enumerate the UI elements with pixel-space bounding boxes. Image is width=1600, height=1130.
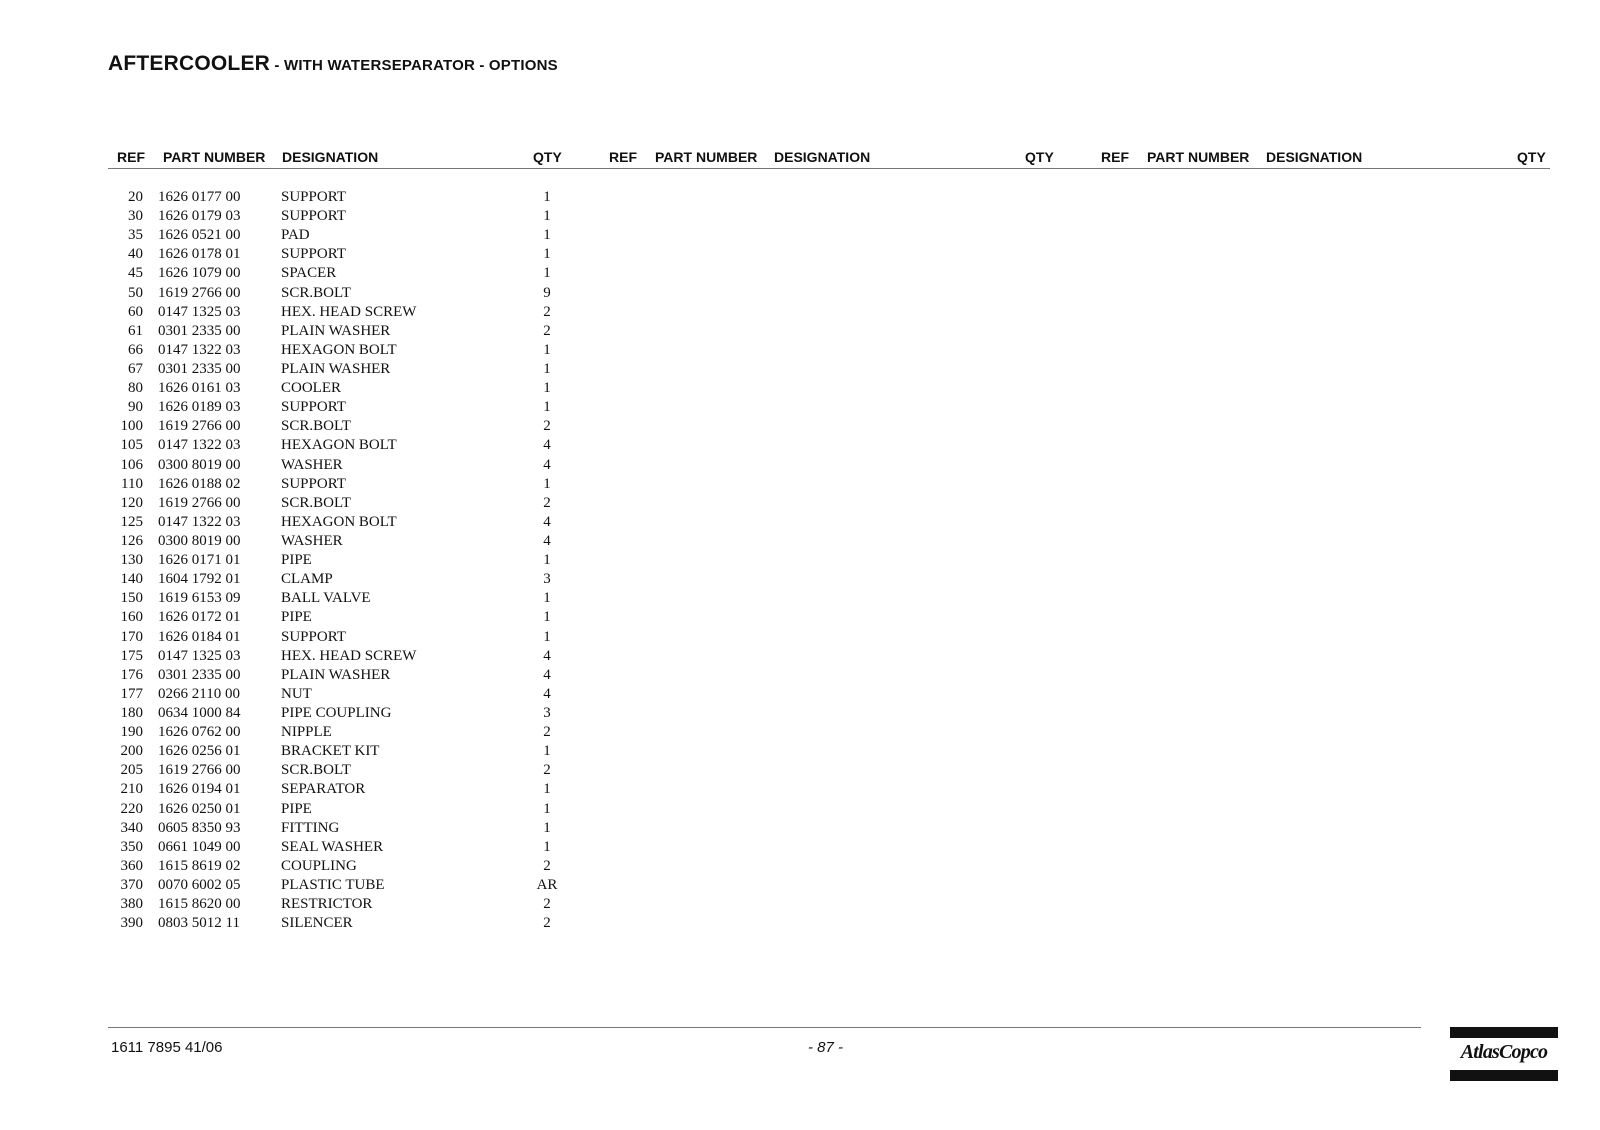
table-row (0, 571, 620, 590)
part-number-cell: 1626 1079 00 (158, 265, 241, 282)
designation-cell: PLAIN WASHER (281, 360, 391, 377)
logo-bar-top (1450, 1027, 1558, 1038)
table-row (0, 705, 620, 724)
table-row (0, 686, 620, 705)
qty-cell: 4 (543, 513, 551, 530)
designation-cell: SUPPORT (281, 208, 346, 225)
table-row (0, 743, 620, 762)
designation-cell: RESTRICTOR (281, 896, 373, 913)
designation-cell: PLAIN WASHER (281, 322, 391, 339)
part-number-cell: 1626 0179 03 (158, 208, 241, 225)
part-number-cell: 1619 2766 00 (158, 494, 241, 511)
table-row (0, 552, 620, 571)
qty-cell: 9 (543, 284, 551, 301)
table-row (0, 495, 620, 514)
ref-cell: 60 (128, 303, 143, 320)
qty-cell: 4 (543, 532, 551, 549)
qty-cell: 3 (543, 571, 551, 588)
qty-cell: 1 (543, 475, 551, 492)
designation-cell: PAD (281, 227, 310, 244)
qty-cell: 4 (543, 685, 551, 702)
part-number-cell: 1615 8620 00 (158, 896, 241, 913)
table-row (0, 342, 620, 361)
ref-cell: 40 (128, 246, 143, 263)
atlas-copco-logo (1450, 1027, 1558, 1081)
ref-cell: 66 (128, 341, 143, 358)
part-number-cell: 0661 1049 00 (158, 838, 241, 855)
qty-cell: 2 (543, 494, 551, 511)
ref-cell: 45 (128, 265, 143, 282)
qty-cell: 2 (543, 915, 551, 932)
part-number-cell: 1615 8619 02 (158, 857, 241, 874)
qty-cell: 2 (543, 857, 551, 874)
qty-cell: 1 (543, 781, 551, 798)
designation-cell: SCR.BOLT (281, 284, 351, 301)
designation-cell: PIPE (281, 552, 312, 569)
ref-cell: 180 (120, 704, 143, 721)
designation-cell: BALL VALVE (281, 590, 371, 607)
table-row (0, 514, 620, 533)
part-number-cell: 1626 0256 01 (158, 743, 241, 760)
table-row (0, 246, 620, 265)
parts-table-body (0, 189, 620, 934)
ref-cell: 61 (128, 322, 143, 339)
part-number-cell: 1619 2766 00 (158, 418, 241, 435)
qty-cell: 4 (543, 647, 551, 664)
ref-cell: 90 (128, 399, 143, 416)
qty-cell: 4 (543, 437, 551, 454)
qty-cell: 1 (543, 628, 551, 645)
part-number-cell: 0300 8019 00 (158, 456, 241, 473)
qty-cell: 1 (543, 227, 551, 244)
ref-cell: 125 (120, 513, 143, 530)
qty-cell: 2 (543, 303, 551, 320)
ref-cell: 176 (120, 666, 143, 683)
ref-cell: 130 (120, 552, 143, 569)
col-header-qty: QTY (533, 149, 562, 165)
qty-cell: 4 (543, 456, 551, 473)
table-row (0, 265, 620, 284)
designation-cell: HEXAGON BOLT (281, 341, 397, 358)
qty-cell: 2 (543, 762, 551, 779)
table-row (0, 877, 620, 896)
part-number-cell: 1619 6153 09 (158, 590, 241, 607)
col-header-designation: DESIGNATION (774, 149, 871, 165)
table-row (0, 801, 620, 820)
qty-cell: 1 (543, 590, 551, 607)
part-number-cell: 1619 2766 00 (158, 284, 241, 301)
table-row (0, 915, 620, 934)
qty-cell: 2 (543, 322, 551, 339)
qty-cell: 1 (543, 819, 551, 836)
part-number-cell: 0300 8019 00 (158, 532, 241, 549)
part-number-cell: 0634 1000 84 (158, 704, 241, 721)
designation-cell: HEX. HEAD SCREW (281, 647, 417, 664)
table-row (0, 590, 620, 609)
table-row (0, 437, 620, 456)
table-row (0, 839, 620, 858)
designation-cell: SUPPORT (281, 475, 346, 492)
ref-cell: 350 (120, 838, 143, 855)
qty-cell: 1 (543, 609, 551, 626)
part-number-cell: 1626 0194 01 (158, 781, 241, 798)
ref-cell: 390 (120, 915, 143, 932)
table-row (0, 896, 620, 915)
part-number-cell: 1604 1792 01 (158, 571, 241, 588)
part-number-cell: 0147 1322 03 (158, 513, 241, 530)
part-number-cell: 0147 1325 03 (158, 647, 241, 664)
table-row (0, 724, 620, 743)
ref-cell: 126 (120, 532, 143, 549)
qty-cell: AR (536, 876, 558, 893)
designation-cell: SUPPORT (281, 628, 346, 645)
table-row (0, 227, 620, 246)
part-number-cell: 1619 2766 00 (158, 762, 241, 779)
table-row (0, 629, 620, 648)
table-row (0, 304, 620, 323)
designation-cell: PLASTIC TUBE (281, 876, 385, 893)
designation-cell: NIPPLE (281, 724, 332, 741)
ref-cell: 210 (120, 781, 143, 798)
table-row (0, 858, 620, 877)
ref-cell: 360 (120, 857, 143, 874)
designation-cell: HEXAGON BOLT (281, 437, 397, 454)
qty-cell: 1 (543, 208, 551, 225)
ref-cell: 67 (128, 360, 143, 377)
col-header-ref: REF (1101, 149, 1129, 165)
designation-cell: HEX. HEAD SCREW (281, 303, 417, 320)
title-main: AFTERCOOLER (108, 52, 271, 75)
table-row (0, 762, 620, 781)
ref-cell: 150 (120, 590, 143, 607)
part-number-cell: 0605 8350 93 (158, 819, 241, 836)
col-header-part-number: PART NUMBER (1147, 149, 1250, 165)
designation-cell: SEPARATOR (281, 781, 366, 798)
designation-cell: SUPPORT (281, 399, 346, 416)
qty-cell: 2 (543, 724, 551, 741)
designation-cell: SCR.BOLT (281, 418, 351, 435)
table-row (0, 648, 620, 667)
table-row (0, 380, 620, 399)
table-row (0, 533, 620, 552)
footer-divider (108, 1027, 1421, 1028)
part-number-cell: 1626 0178 01 (158, 246, 241, 263)
qty-cell: 4 (543, 666, 551, 683)
logo-wordmark: AtlasCopco (1460, 1041, 1548, 1063)
header-divider (108, 168, 1550, 169)
table-row (0, 285, 620, 304)
table-row (0, 189, 620, 208)
qty-cell: 1 (543, 341, 551, 358)
qty-cell: 1 (543, 838, 551, 855)
qty-cell: 1 (543, 265, 551, 282)
part-number-cell: 0301 2335 00 (158, 360, 241, 377)
qty-cell: 1 (543, 189, 551, 205)
table-row (0, 323, 620, 342)
part-number-cell: 0301 2335 00 (158, 666, 241, 683)
ref-cell: 190 (120, 724, 143, 741)
table-row (0, 208, 620, 227)
ref-cell: 106 (120, 456, 143, 473)
ref-cell: 50 (128, 284, 143, 301)
table-row (0, 399, 620, 418)
col-header-part-number: PART NUMBER (655, 149, 758, 165)
ref-cell: 35 (128, 227, 143, 244)
col-header-designation: DESIGNATION (282, 149, 379, 165)
designation-cell: BRACKET KIT (281, 743, 380, 760)
ref-cell: 20 (128, 189, 143, 205)
part-number-cell: 0803 5012 11 (158, 915, 240, 932)
part-number-cell: 0266 2110 00 (158, 685, 240, 702)
document-number: 1611 7895 41/06 (111, 1039, 223, 1056)
ref-cell: 205 (120, 762, 143, 779)
designation-cell: SUPPORT (281, 246, 346, 263)
part-number-cell: 0147 1322 03 (158, 437, 241, 454)
part-number-cell: 1626 0184 01 (158, 628, 241, 645)
part-number-cell: 1626 0188 02 (158, 475, 241, 492)
qty-cell: 1 (543, 246, 551, 263)
ref-cell: 140 (120, 571, 143, 588)
part-number-cell: 0070 6002 05 (158, 876, 241, 893)
logo-bar-bottom (1450, 1070, 1558, 1081)
part-number-cell: 1626 0172 01 (158, 609, 241, 626)
part-number-cell: 1626 0161 03 (158, 380, 241, 397)
designation-cell: COOLER (281, 380, 341, 397)
designation-cell: PIPE (281, 609, 312, 626)
part-number-cell: 1626 0250 01 (158, 800, 241, 817)
designation-cell: SEAL WASHER (281, 838, 384, 855)
table-row (0, 457, 620, 476)
designation-cell: WASHER (281, 532, 343, 549)
part-number-cell: 1626 0762 00 (158, 724, 241, 741)
ref-cell: 120 (120, 494, 143, 511)
table-row (0, 820, 620, 839)
ref-cell: 220 (120, 800, 143, 817)
ref-cell: 380 (120, 896, 143, 913)
ref-cell: 175 (120, 647, 143, 664)
part-number-cell: 1626 0189 03 (158, 399, 241, 416)
table-row (0, 418, 620, 437)
table-row (0, 781, 620, 800)
col-header-qty: QTY (1517, 149, 1546, 165)
part-number-cell: 1626 0521 00 (158, 227, 241, 244)
table-row (0, 667, 620, 686)
part-number-cell: 1626 0177 00 (158, 189, 241, 205)
ref-cell: 100 (120, 418, 143, 435)
qty-cell: 1 (543, 380, 551, 397)
ref-cell: 340 (120, 819, 143, 836)
qty-cell: 1 (543, 552, 551, 569)
qty-cell: 1 (543, 800, 551, 817)
designation-cell: SCR.BOLT (281, 494, 351, 511)
ref-cell: 105 (120, 437, 143, 454)
designation-cell: CLAMP (281, 571, 333, 588)
designation-cell: HEXAGON BOLT (281, 513, 397, 530)
ref-cell: 110 (121, 475, 143, 492)
qty-cell: 1 (543, 399, 551, 416)
col-header-ref: REF (117, 149, 145, 165)
table-row (0, 361, 620, 380)
part-number-cell: 0147 1322 03 (158, 341, 241, 358)
qty-cell: 2 (543, 896, 551, 913)
col-header-part-number: PART NUMBER (163, 149, 266, 165)
ref-cell: 80 (128, 380, 143, 397)
designation-cell: SUPPORT (281, 189, 346, 205)
designation-cell: SPACER (281, 265, 337, 282)
part-number-cell: 0301 2335 00 (158, 322, 241, 339)
designation-cell: COUPLING (281, 857, 357, 874)
title-subtitle: - WITH WATERSEPARATOR - OPTIONS (270, 57, 558, 74)
designation-cell: WASHER (281, 456, 343, 473)
page-number: - 87 - (808, 1039, 844, 1056)
designation-cell: NUT (281, 685, 312, 702)
ref-cell: 160 (120, 609, 143, 626)
qty-cell: 1 (543, 360, 551, 377)
ref-cell: 200 (120, 743, 143, 760)
designation-cell: PIPE COUPLING (281, 704, 392, 721)
designation-cell: PLAIN WASHER (281, 666, 391, 683)
designation-cell: SILENCER (281, 915, 353, 932)
ref-cell: 177 (120, 685, 143, 702)
col-header-designation: DESIGNATION (1266, 149, 1363, 165)
designation-cell: FITTING (281, 819, 340, 836)
col-header-qty: QTY (1025, 149, 1054, 165)
table-row (0, 609, 620, 628)
page-title (108, 52, 558, 76)
designation-cell: SCR.BOLT (281, 762, 351, 779)
designation-cell: PIPE (281, 800, 312, 817)
part-number-cell: 1626 0171 01 (158, 552, 241, 569)
qty-cell: 1 (543, 743, 551, 760)
ref-cell: 30 (128, 208, 143, 225)
table-row (0, 476, 620, 495)
part-number-cell: 0147 1325 03 (158, 303, 241, 320)
col-header-ref: REF (609, 149, 637, 165)
qty-cell: 2 (543, 418, 551, 435)
ref-cell: 170 (120, 628, 143, 645)
ref-cell: 370 (120, 876, 143, 893)
qty-cell: 3 (543, 704, 551, 721)
